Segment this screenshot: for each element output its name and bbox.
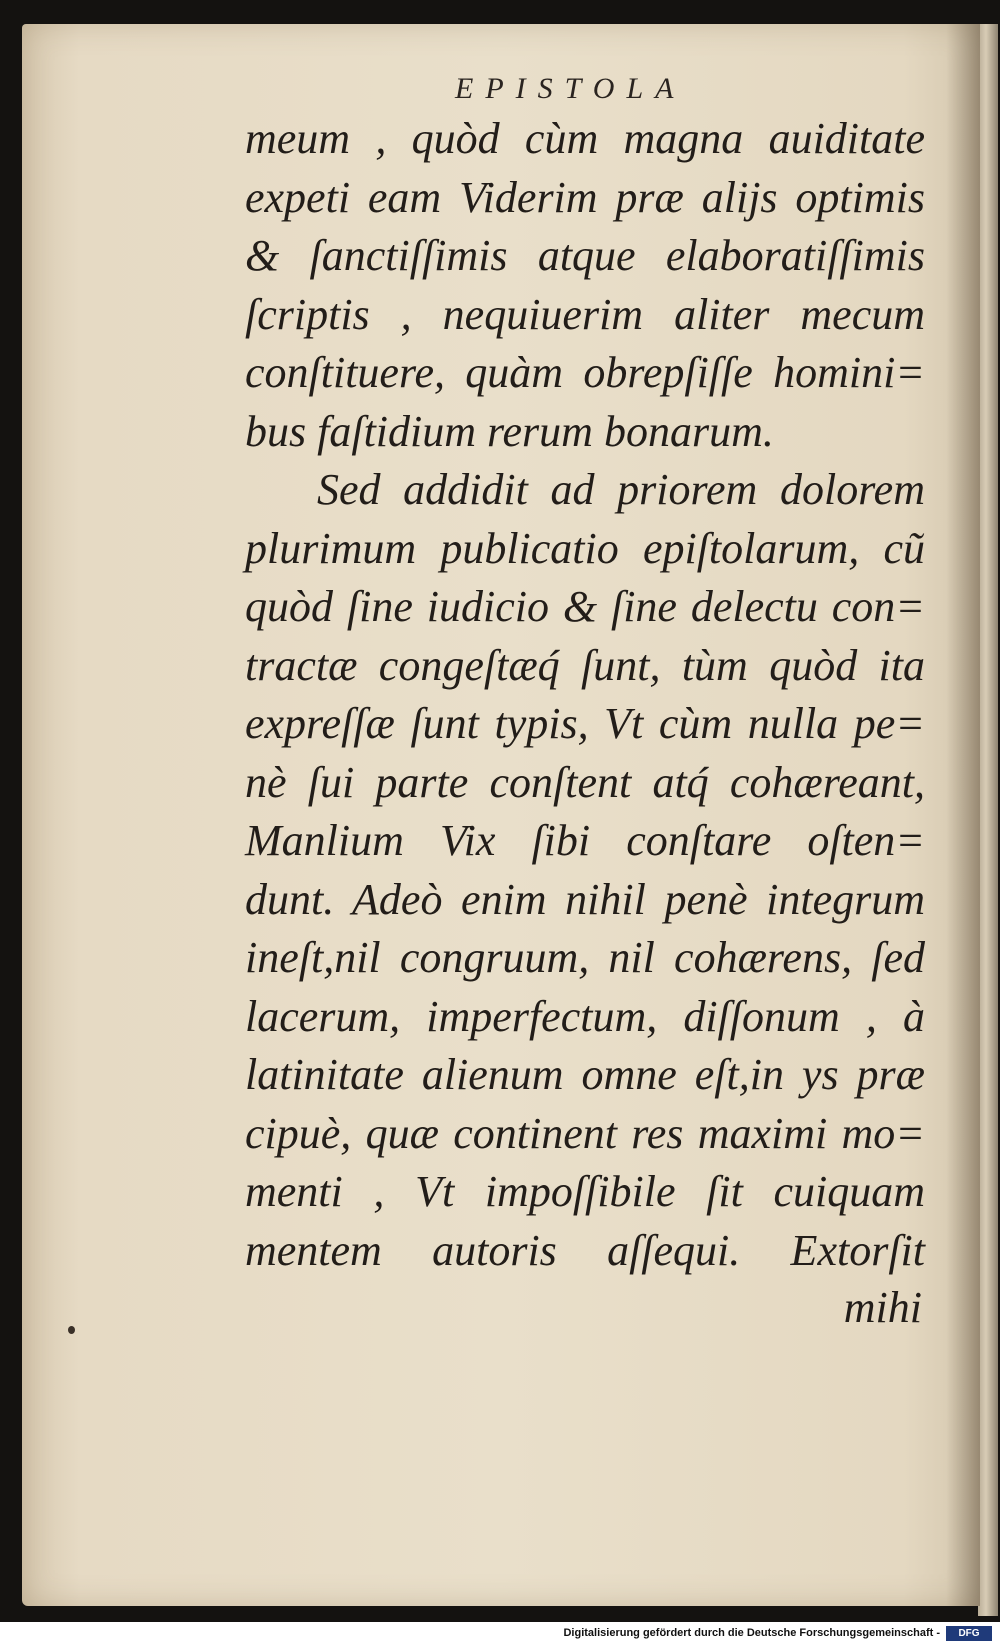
text-line: menti , Vt impoſſibile ſit cuiquam (245, 1167, 925, 1216)
running-head: EPISTOLA (455, 72, 686, 105)
text-line: dunt. Adeò enim nihil penè integrum (245, 874, 925, 924)
funding-credit: Digitalisierung gefördert durch die Deutsche Forschungsgemeinschaft - (563, 1627, 940, 1639)
text-line: expeti eam Viderim præ alijs optimis (245, 172, 925, 222)
text-line: mentem autoris aſſequi. Extorſit (245, 1225, 925, 1275)
text-line: nè ſui parte conſtent atq́ cohæreant, (245, 757, 925, 807)
text-line: quòd ſine iudicio & ſine delectu con= (245, 582, 925, 631)
dfg-logo: DFG (946, 1626, 992, 1641)
footer-bar (0, 1622, 1000, 1646)
ink-speck (68, 1326, 75, 1334)
text-line: tractæ congeſtæq́ ſunt, tùm quòd ita (245, 640, 925, 690)
catchword: mihi (843, 1283, 922, 1332)
text-line: latinitate alienum omne eſt,in ys præ (245, 1050, 925, 1099)
text-line: lacerum, imperfectum, diſſonum , à (245, 991, 925, 1041)
text-line: & ſanctiſſimis atque elaboratiſſimis (245, 231, 925, 280)
text-line: Manlium Vix ſibi conſtare oſten= (245, 816, 925, 865)
text-line: bus faſtidium rerum bonarum. (245, 406, 774, 456)
text-line: ineſt,nil congruum, nil cohærens, ſed (245, 933, 925, 982)
text-line: ſcriptis , nequiuerim aliter mecum (245, 289, 925, 339)
text-line: cipuè, quæ continent res maximi mo= (245, 1108, 925, 1158)
page-shadow (946, 24, 980, 1606)
text-line: plurimum publicatio epiſtolarum, cũ (245, 523, 925, 573)
text-line: meum , quòd cùm magna auiditate (245, 114, 925, 163)
page-edge (978, 24, 998, 1616)
text-line: conſtituere, quàm obrepſiſſe homini= (245, 348, 925, 397)
text-line: expreſſæ ſunt typis, Vt cùm nulla pe= (245, 699, 925, 748)
text-block (245, 110, 925, 1280)
text-line: Sed addidit ad priorem dolorem (317, 465, 925, 514)
